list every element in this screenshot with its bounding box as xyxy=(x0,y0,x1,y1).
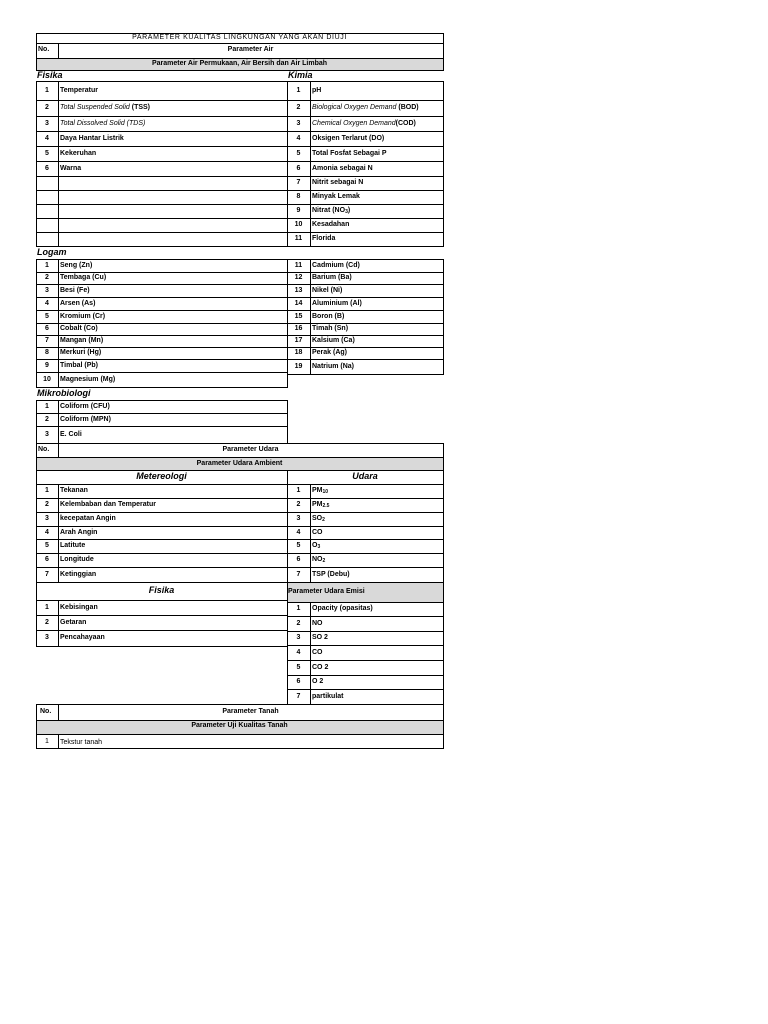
parameter-label xyxy=(60,486,88,496)
label-text: Warna xyxy=(60,165,82,172)
label-text: Chemical Oxygen Demand xyxy=(312,120,396,127)
no-column-label: No. xyxy=(40,708,52,715)
label-text: Tembaga (Cu) xyxy=(60,274,107,281)
row-number: 7 xyxy=(45,571,49,578)
parameter-label xyxy=(60,514,116,524)
label-text: Besi (Fe) xyxy=(60,287,90,294)
parameter-label xyxy=(60,633,105,643)
parameter-label xyxy=(60,430,82,440)
parameter-label xyxy=(60,415,111,425)
parameter-label xyxy=(60,286,90,296)
row-number: 2 xyxy=(45,416,49,423)
section-mikrobiologi: Mikrobiologi xyxy=(37,388,91,398)
row-number: 1 xyxy=(45,262,49,269)
parameter-label xyxy=(312,103,419,113)
section-emisi: Parameter Udara Emisi xyxy=(288,588,365,595)
row-number: 19 xyxy=(294,363,303,370)
page-title: PARAMETER KUALITAS LINGKUNGAN YANG AKAN DIUJI xyxy=(132,34,347,41)
label-text: Timah (Sn) xyxy=(312,325,349,332)
label-text: TSP (Debu) xyxy=(312,571,350,578)
row-number: 17 xyxy=(294,337,303,344)
row-number: 2 xyxy=(45,274,49,281)
label-text: Cobalt (Co) xyxy=(60,325,98,332)
row-number: 7 xyxy=(296,693,301,700)
label-cell xyxy=(310,616,444,632)
parameter-label xyxy=(312,663,328,673)
parameter-label xyxy=(60,261,92,271)
label-text: Tekanan xyxy=(60,487,88,494)
label-suffix: (BOD) xyxy=(396,104,419,111)
empty-number-cell xyxy=(36,190,59,205)
parameter-label xyxy=(60,103,150,113)
row-number: 1 xyxy=(45,604,49,611)
parameter-label xyxy=(312,220,349,230)
row-number: 6 xyxy=(296,678,301,685)
water-subheader-text: Parameter Air Permukaan, Air Bersih dan Air Limbah xyxy=(151,60,328,67)
row-number: 3 xyxy=(45,120,49,127)
row-number: 4 xyxy=(45,529,49,536)
parameter-air-title: Parameter Air xyxy=(227,46,274,53)
label-text: Arah Angin xyxy=(60,529,98,536)
label-text: Florida xyxy=(312,235,336,242)
label-text: Kekeruhan xyxy=(60,150,97,157)
parameter-label xyxy=(312,299,362,309)
row-number: 5 xyxy=(296,150,301,157)
label-text: Nikel (Ni) xyxy=(312,287,343,294)
label-text: Daya Hantar Listrik xyxy=(60,135,124,142)
parameter-udara-title: Parameter Udara xyxy=(222,446,279,453)
row-number: 1 xyxy=(45,738,49,745)
parameter-label xyxy=(60,603,98,613)
row-number: 2 xyxy=(45,501,49,508)
label-text: Barium (Ba) xyxy=(312,274,352,281)
empty-label-cell xyxy=(58,232,288,247)
section-kimia: Kimia xyxy=(288,70,313,80)
empty-label-cell xyxy=(58,190,288,205)
parameter-label xyxy=(312,312,344,322)
no-column-label: No. xyxy=(38,46,50,53)
parameter-label xyxy=(312,149,387,159)
parameter-label xyxy=(312,336,355,346)
row-number: 6 xyxy=(45,325,49,332)
parameter-label xyxy=(60,336,103,346)
row-number: 2 xyxy=(296,620,301,627)
row-number: 2 xyxy=(45,104,49,111)
parameter-label xyxy=(312,206,350,216)
subscript: 2 xyxy=(322,558,326,564)
label-text: Natrium (Na) xyxy=(312,363,355,370)
row-number: 3 xyxy=(45,515,49,522)
row-number: 13 xyxy=(294,287,303,294)
row-number: 2 xyxy=(45,619,49,626)
label-cell xyxy=(310,512,444,527)
label-cell xyxy=(58,426,288,444)
section-logam: Logam xyxy=(37,247,67,257)
parameter-label xyxy=(60,500,156,510)
row-number: 1 xyxy=(296,605,301,612)
row-number: 3 xyxy=(45,287,49,294)
air-subheader-text: Parameter Udara Ambient xyxy=(196,460,283,467)
row-number: 12 xyxy=(294,274,303,281)
row-number: 5 xyxy=(296,542,301,549)
row-number: 3 xyxy=(45,431,49,438)
row-number: 6 xyxy=(45,556,49,563)
empty-number-cell xyxy=(36,218,59,233)
parameter-label xyxy=(60,555,94,565)
row-number: 4 xyxy=(296,529,301,536)
row-number: 15 xyxy=(294,313,303,320)
section-udara: Udara xyxy=(352,471,378,481)
row-number: 5 xyxy=(45,150,49,157)
label-text: CO xyxy=(312,529,323,536)
label-suffix: ) xyxy=(347,207,351,214)
label-text: Getaran xyxy=(60,619,87,626)
row-number: 9 xyxy=(296,207,301,214)
label-cell xyxy=(58,615,288,631)
label-text: Magnesium (Mg) xyxy=(60,376,116,383)
label-text: PM xyxy=(312,501,323,508)
parameter-label xyxy=(60,375,115,385)
row-number: 11 xyxy=(294,262,303,269)
label-cell xyxy=(310,526,444,540)
label-text: Merkuri (Hg) xyxy=(60,349,102,356)
label-text: Kesadahan xyxy=(312,221,350,228)
label-cell xyxy=(58,484,288,499)
label-text: Temperatur xyxy=(60,87,98,94)
parameter-label xyxy=(60,348,101,358)
label-text: kecepatan Angin xyxy=(60,515,116,522)
empty-label-cell xyxy=(58,176,288,191)
label-text: CO xyxy=(312,649,323,656)
subscript: 2.5 xyxy=(322,503,330,509)
subscript: 10 xyxy=(322,489,329,495)
row-number: 4 xyxy=(45,300,49,307)
parameter-label xyxy=(312,164,373,174)
label-text: NO xyxy=(312,556,323,563)
parameter-label xyxy=(312,134,384,144)
parameter-label xyxy=(312,677,323,687)
subscript: 3 xyxy=(317,544,321,550)
row-number: 3 xyxy=(296,515,301,522)
parameter-label xyxy=(60,528,97,538)
label-text: Mangan (Mn) xyxy=(60,337,104,344)
parameter-label xyxy=(312,541,320,551)
row-number: 4 xyxy=(296,649,301,656)
label-text: Boron (B) xyxy=(312,313,345,320)
label-text: SO xyxy=(312,515,323,522)
row-number: 6 xyxy=(296,165,301,172)
row-number: 3 xyxy=(45,634,49,641)
row-number: 3 xyxy=(296,120,301,127)
label-text: PM xyxy=(312,487,323,494)
row-number: 5 xyxy=(45,542,49,549)
label-text: Perak (Ag) xyxy=(312,349,348,356)
parameter-label xyxy=(312,192,360,202)
parameter-label xyxy=(60,299,95,309)
label-text: Total Fosfat Sebagai P xyxy=(312,150,387,157)
row-number: 2 xyxy=(296,104,301,111)
row-number: 7 xyxy=(296,179,301,186)
parameter-label xyxy=(312,648,323,658)
label-cell xyxy=(310,539,444,554)
label-text: Oksigen Terlarut (DO) xyxy=(312,135,385,142)
parameter-label xyxy=(312,692,344,702)
parameter-label xyxy=(312,261,360,271)
row-number: 10 xyxy=(43,376,51,383)
parameter-label xyxy=(60,149,96,159)
row-number: 9 xyxy=(45,362,49,369)
label-cell xyxy=(58,161,288,177)
label-cell xyxy=(310,81,444,101)
parameter-label xyxy=(312,86,321,96)
label-text: Total Suspended Solid xyxy=(60,104,130,111)
label-text: Cadmium (Cd) xyxy=(312,262,360,269)
label-text: Seng (Zn) xyxy=(60,262,93,269)
label-cell xyxy=(58,259,288,273)
label-text: Opacity (opasitas) xyxy=(312,605,373,612)
row-number: 3 xyxy=(296,634,301,641)
empty-number-cell xyxy=(36,232,59,247)
parameter-label xyxy=(60,119,145,129)
section-fisika-air: Fisika xyxy=(148,585,175,595)
label-cell xyxy=(310,498,444,513)
parameter-label xyxy=(312,178,363,188)
label-text: O xyxy=(312,542,318,549)
row-number: 6 xyxy=(296,556,301,563)
parameter-label xyxy=(60,361,98,371)
soil-subheader-text: Parameter Uji Kualitas Tanah xyxy=(191,722,288,729)
row-number: 7 xyxy=(45,337,49,344)
row-number: 4 xyxy=(296,135,301,142)
label-text: Kebisingan xyxy=(60,604,98,611)
label-text: Aluminium (Al) xyxy=(312,300,362,307)
row-number: 1 xyxy=(45,87,49,94)
parameter-label xyxy=(60,134,124,144)
parameter-label xyxy=(312,119,416,129)
parameter-label xyxy=(312,570,350,580)
label-suffix: (COD) xyxy=(395,120,416,127)
label-text: Kelembaban dan Temperatur xyxy=(60,501,156,508)
parameter-label xyxy=(312,273,352,283)
parameter-label xyxy=(60,324,98,334)
label-text: E. Coli xyxy=(60,431,82,438)
row-number: 8 xyxy=(296,193,301,200)
label-text: Latitute xyxy=(60,542,86,549)
parameter-label xyxy=(60,312,105,322)
label-text: Biological Oxygen Demand xyxy=(312,104,397,111)
empty-number-cell xyxy=(36,204,59,219)
label-text: SO 2 xyxy=(312,634,328,641)
row-number: 14 xyxy=(294,300,303,307)
parameter-label xyxy=(312,324,348,334)
row-number: 7 xyxy=(296,571,301,578)
parameter-label xyxy=(60,273,106,283)
parameter-label xyxy=(312,500,329,510)
label-text: NO xyxy=(312,620,323,627)
label-text: Longitude xyxy=(60,556,94,563)
row-number: 2 xyxy=(296,501,301,508)
subscript: 2 xyxy=(322,517,325,523)
parameter-label xyxy=(60,164,81,174)
label-cell xyxy=(310,631,444,646)
label-text: Arsen (As) xyxy=(60,300,96,307)
empty-label-cell xyxy=(58,218,288,233)
parameter-label xyxy=(60,86,98,96)
row-number: 11 xyxy=(294,235,303,242)
parameter-label xyxy=(60,618,86,628)
parameter-label xyxy=(312,348,347,358)
row-number: 1 xyxy=(296,87,301,94)
label-text: Nitrat (NO xyxy=(312,207,346,214)
parameter-label xyxy=(312,362,354,372)
empty-label-cell xyxy=(58,204,288,219)
section-metereologi: Metereologi xyxy=(136,471,187,481)
no-column-label: No. xyxy=(38,446,50,453)
parameter-label xyxy=(312,514,325,524)
label-text: Kalsium (Ca) xyxy=(312,337,355,344)
label-text: Amonia sebagai N xyxy=(312,165,373,172)
label-text: Timbal (Pb) xyxy=(60,362,98,369)
row-number: 6 xyxy=(45,165,49,172)
parameter-label xyxy=(312,286,342,296)
row-number: 16 xyxy=(294,325,303,332)
label-text: partikulat xyxy=(312,693,344,700)
row-number: 10 xyxy=(294,221,303,228)
label-cell xyxy=(310,675,444,690)
empty-number-cell xyxy=(36,176,59,191)
row-number: 18 xyxy=(294,349,303,356)
parameter-label xyxy=(312,633,328,643)
label-cell xyxy=(310,660,444,676)
label-text: CO 2 xyxy=(312,664,329,671)
label-cell xyxy=(58,539,288,554)
label-text: Coliform (MPN) xyxy=(60,416,111,423)
label-text: Total Dissolved Solid (TDS) xyxy=(60,120,146,127)
label-text: pH xyxy=(312,87,322,94)
row-number: 1 xyxy=(45,487,49,494)
parameter-label xyxy=(60,402,110,412)
parameter-label xyxy=(312,555,325,565)
section-fisika-water: Fisika xyxy=(37,70,63,80)
row-number: 5 xyxy=(296,664,301,671)
parameter-label xyxy=(60,570,96,580)
parameter-label xyxy=(312,486,328,496)
label-text: Ketinggian xyxy=(60,571,97,578)
label-cell xyxy=(58,284,288,298)
label-text: Nitrit sebagai N xyxy=(312,179,364,186)
label-suffix: (TSS) xyxy=(129,104,151,111)
label-text: Coliform (CFU) xyxy=(60,403,110,410)
label-text: Kromium (Cr) xyxy=(60,313,106,320)
parameter-tanah-title: Parameter Tanah xyxy=(222,708,279,715)
parameter-label: Tekstur tanah xyxy=(60,739,103,746)
row-number: 4 xyxy=(45,135,49,142)
row-number: 1 xyxy=(296,487,301,494)
label-text: Minyak Lemak xyxy=(312,193,360,200)
parameter-label xyxy=(312,619,323,629)
row-number: 5 xyxy=(45,313,49,320)
label-cell xyxy=(310,645,444,661)
parameter-label xyxy=(312,234,335,244)
label-cell xyxy=(310,553,444,568)
row-number: 1 xyxy=(45,403,49,410)
row-number: 8 xyxy=(45,349,49,356)
parameter-label xyxy=(312,604,373,614)
parameter-label xyxy=(312,528,323,538)
label-cell xyxy=(58,734,444,749)
label-cell xyxy=(310,484,444,499)
label-text: Pencahayaan xyxy=(60,634,105,641)
label-text: O 2 xyxy=(312,678,324,685)
subscript: 3 xyxy=(345,209,348,215)
parameter-label xyxy=(60,541,85,551)
